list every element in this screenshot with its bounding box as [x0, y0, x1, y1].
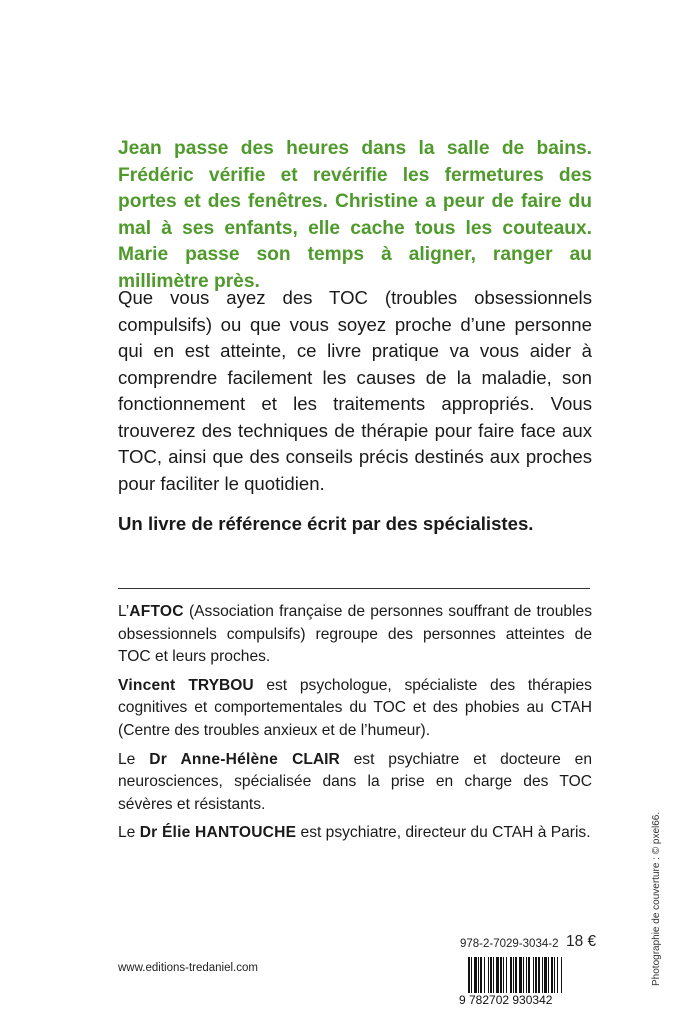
divider: [118, 588, 590, 589]
bio-hantouche: Le Dr Élie HANTOUCHE est psychiatre, directeur du CTAH à Paris.: [118, 824, 591, 842]
author-bios: [118, 601, 592, 851]
bio-trybou: Vincent TRYBOU est psychologue, spécialiste des thérapies cognitives et comportementales du TOC et des phobies au CTAH (Centre des troubles anxieux et de l’humeur).: [118, 676, 592, 739]
bio-aftoc-name: AFTOC: [129, 603, 184, 620]
barcode-icon: [458, 957, 590, 1007]
intro-paragraph: Jean passe des heures dans la salle de bains. Frédéric vérifie et revérifie les fermetures des portes et des fenêtres. Christine a peur de faire du mal à ses enfants, elle cache tous les couteaux. Marie passe son temps à aligner, ranger au millimètre près.: [118, 138, 592, 292]
tagline: Un livre de référence écrit par des spécialistes.: [118, 513, 534, 534]
barcode-digits: 9 782702 930342: [459, 993, 553, 1007]
bio-clair-first: Dr Anne-Hélène: [149, 750, 293, 768]
description-paragraph: Que vous ayez des TOC (troubles obsessionnels compulsifs) ou que vous soyez proche d’une personne qui en est atteinte, ce livre pratique va vous aider à comprendre facilement les causes de la maladie, son fonctionnement et les traitements appropriés. Vous trouverez des techniques de thérapie pour faire face aux TOC, ainsi que des conseils précis destinés aux proches pour faciliter le quotidien.: [118, 287, 592, 494]
photo-credit: Photographie de couverture : © pxel66.: [651, 811, 662, 986]
bio-trybou-last: TRYBOU: [188, 676, 254, 694]
price: 18 €: [566, 933, 597, 950]
bio-aftoc: L’AFTOC (Association française de personnes souffrant de troubles obsessionnels compulsifs) regroupe des personnes atteintes de TOC et leurs proches.: [118, 603, 592, 666]
bio-hantouche-first: Dr Élie: [139, 824, 196, 842]
publisher-website: www.editions-tredaniel.com: [118, 962, 258, 974]
bio-hantouche-last: HANTOUCHE: [195, 824, 297, 842]
bio-clair-last: CLAIR: [292, 750, 340, 768]
bio-trybou-first: Vincent: [118, 676, 189, 694]
bio-clair: Le Dr Anne-Hélène CLAIR est psychiatre et docteure en neurosciences, spécialisée dans la prise en charge des TOC sévères et résistants.: [118, 750, 593, 813]
isbn-number: 978-2-7029-3034-2: [460, 938, 559, 950]
